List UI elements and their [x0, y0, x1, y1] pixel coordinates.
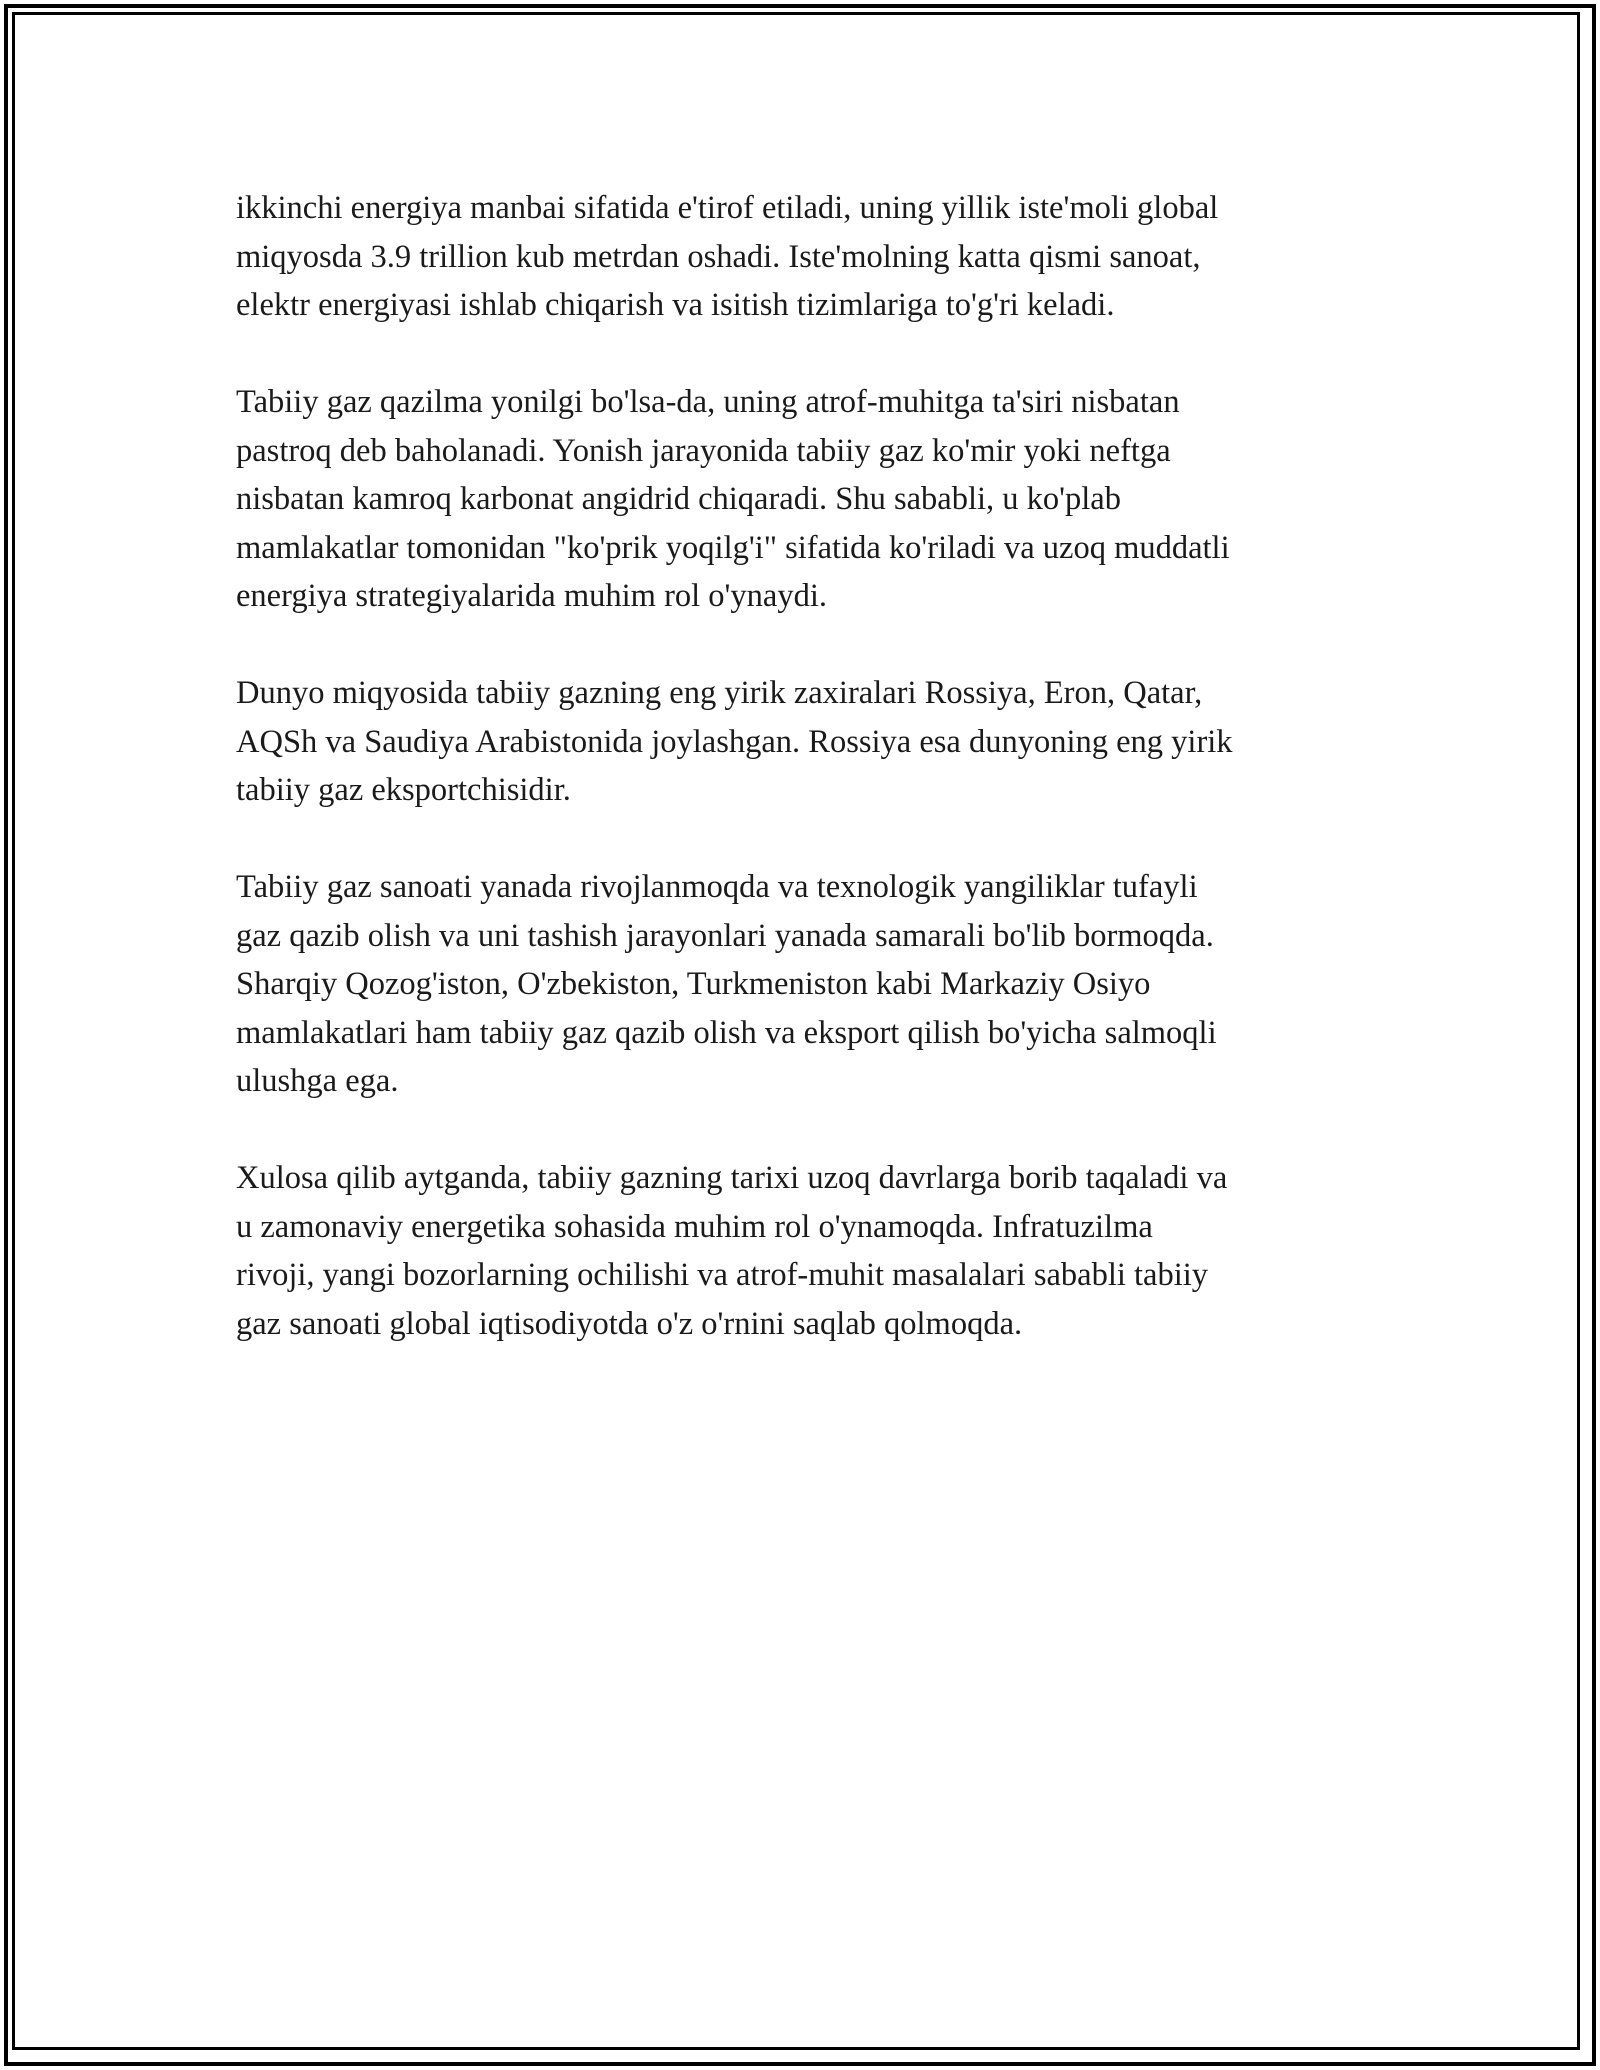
text-line: AQSh va Saudiya Arabistonida joylashgan. Rossiya esa dunyoning eng yirik — [236, 723, 1233, 760]
text-line: gaz sanoati global iqtisodiyotda o'z o'rnini saqlab qolmoqda. — [236, 1305, 1023, 1342]
text-line: Dunyo miqyosida tabiiy gazning eng yirik zaxiralari Rossiya, Eron, Qatar, — [236, 675, 1203, 711]
text-line: Tabiiy gaz qazilma yonilgi bo'lsa-da, uning atrof-muhitga ta'siri nisbatan — [236, 384, 1180, 420]
paragraph-environment — [236, 378, 1376, 621]
text-line: tabiiy gaz eksportchisidir. — [236, 772, 571, 808]
text-line: elektr energiyasi ishlab chiqarish va isitish tizimlariga to'g'ri keladi. — [236, 287, 1115, 323]
text-line: gaz qazib olish va uni tashish jarayonlari yanada samarali bo'lib bormoqda. — [236, 917, 1214, 954]
paragraph-conclusion — [236, 1154, 1376, 1348]
text-line: mamlakatlari ham tabiiy gaz qazib olish va eksport qilish bo'yicha salmoqli — [236, 1014, 1217, 1051]
text-line: ulushga ega. — [236, 1063, 399, 1099]
text-line: ikkinchi energiya manbai sifatida e'tirof etiladi, uning yillik iste'moli global — [236, 190, 1219, 226]
text-line: nisbatan kamroq karbonat angidrid chiqaradi. Shu sababli, u ko'plab — [236, 481, 1121, 517]
paragraph-consumption — [236, 184, 1376, 330]
text-line: Sharqiy Qozog'iston, O'zbekiston, Turkmeniston kabi Markaziy Osiyo — [236, 966, 1151, 1002]
document-body — [236, 184, 1376, 1397]
text-line: energiya strategiyalarida muhim rol o'ynaydi. — [236, 578, 827, 614]
text-line: Tabiiy gaz sanoati yanada rivojlanmoqda va texnologik yangiliklar tufayli — [236, 869, 1198, 905]
text-line: pastroq deb baholanadi. Yonish jarayonida tabiiy gaz ko'mir yoki neftga — [236, 432, 1171, 469]
paragraph-industry-development — [236, 863, 1376, 1106]
paragraph-reserves — [236, 669, 1376, 815]
text-line: Xulosa qilib aytganda, tabiiy gazning tarixi uzoq davrlarga borib taqaladi va — [236, 1160, 1228, 1196]
text-line: u zamonaviy energetika sohasida muhim rol o'ynamoqda. Infratuzilma — [236, 1208, 1153, 1245]
text-line: rivoji, yangi bozorlarning ochilishi va atrof-muhit masalalari sababli tabiiy — [236, 1257, 1209, 1293]
text-line: miqyosda 3.9 trillion kub metrdan oshadi. Iste'molning katta qismi sanoat, — [236, 238, 1201, 275]
text-line: mamlakatlar tomonidan "ko'prik yoqilg'i" sifatida ko'riladi va uzoq muddatli — [236, 529, 1230, 566]
